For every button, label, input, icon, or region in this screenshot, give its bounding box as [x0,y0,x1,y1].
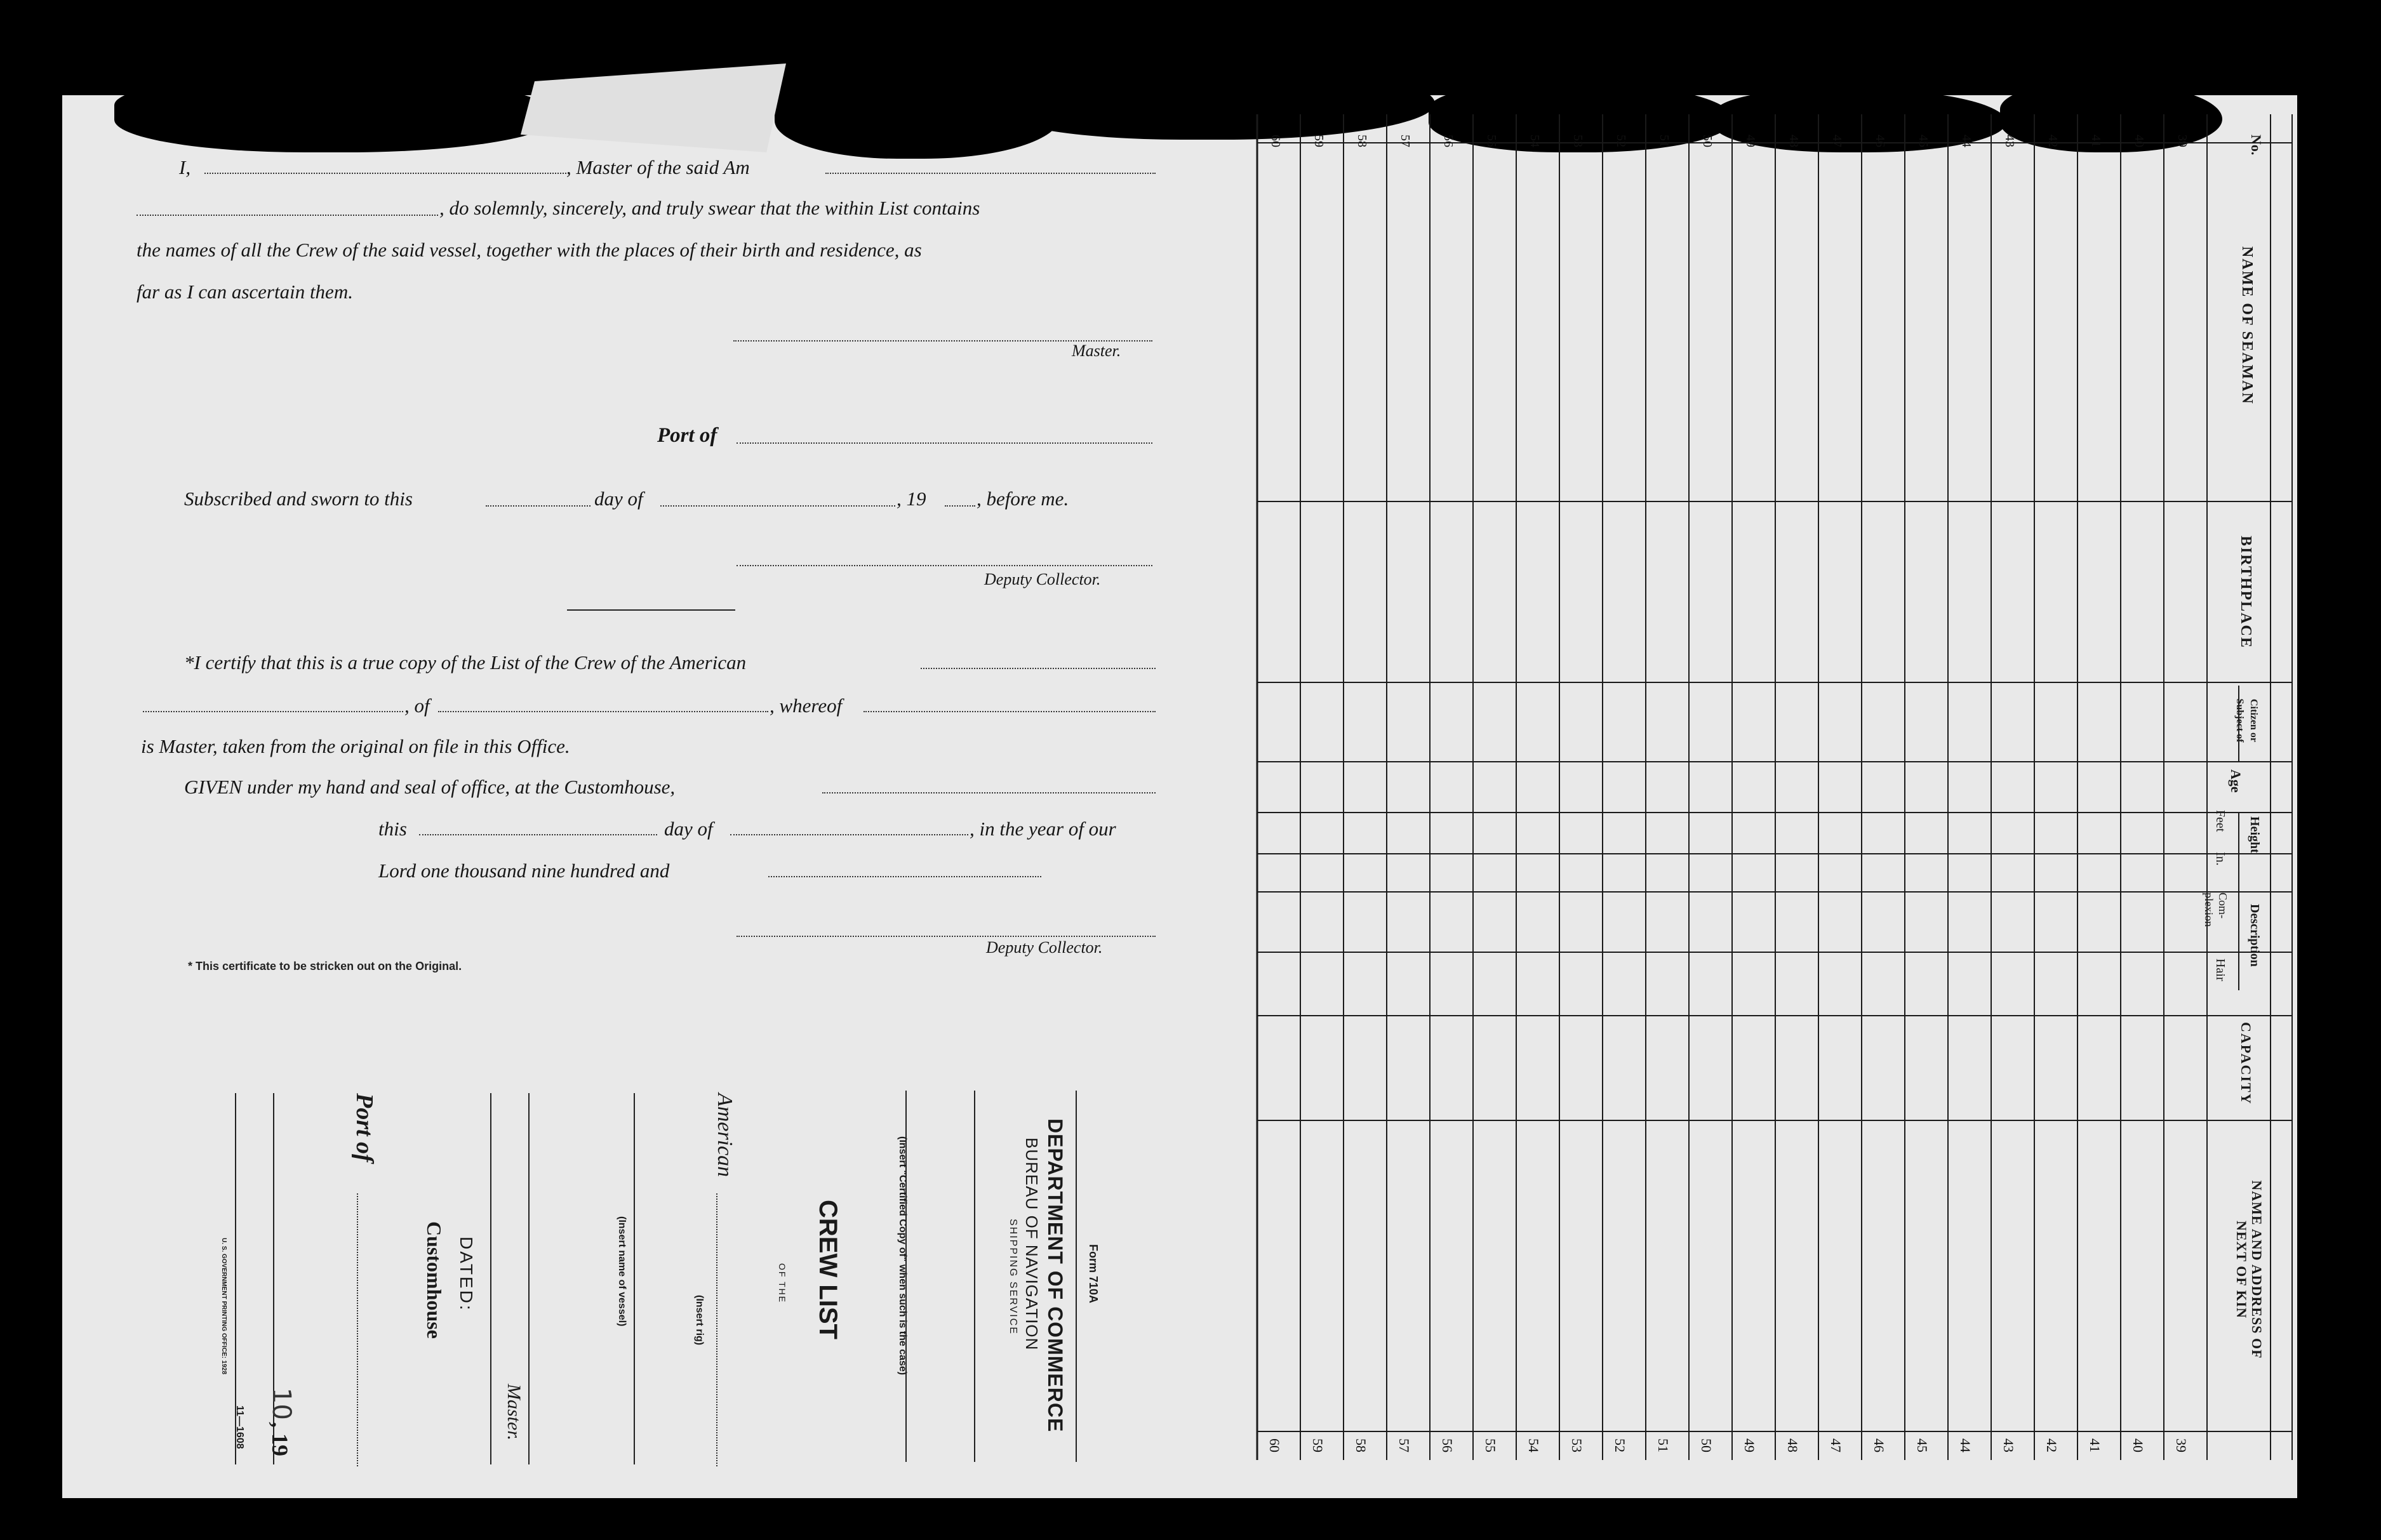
american-label: American [713,1093,737,1178]
row-number: 44 [1957,1438,1973,1452]
header-citizen: Citizen or Subject of [2234,698,2259,743]
header-capacity: CAPACITY [2238,1022,2254,1105]
customhouse-label: Customhouse [423,1221,446,1339]
oath-line4: far as I can ascertain them. [137,281,353,303]
row-number: 39 [2175,135,2189,147]
row-number: 48 [1785,1438,1801,1452]
row-number: 59 [1310,1438,1326,1452]
row-number: 55 [1483,1438,1498,1452]
row-number: 55 [1484,135,1498,147]
oath-i: I, [179,156,191,178]
row-number: 48 [1787,135,1801,147]
deputy-collector-label: Deputy Collector. [984,570,1101,588]
service-title: SHIPPING SERVICE [1008,1219,1018,1335]
row-number: 51 [1655,1438,1671,1452]
row-number: 44 [1959,135,1973,147]
row-number: 49 [1742,1438,1757,1452]
row-number: 51 [1657,135,1671,147]
port-of-label: Port of [657,424,717,447]
row-number: 39 [2173,1438,2189,1452]
day-of-label: day of [594,488,643,510]
header-inches: In. [2213,852,2227,866]
row-number: 40 [2130,1438,2146,1452]
row-number: 45 [1916,135,1930,147]
row-number: 42 [2046,135,2060,147]
row-number: 46 [1873,135,1887,147]
insert-vessel-note: (Insert name of vessel) [617,1216,627,1327]
row-number: 45 [1914,1438,1930,1452]
header-description: Description [2248,904,2262,967]
dated-label: DATED: [457,1237,476,1312]
header-height: Height [2248,816,2262,853]
row-number: 57 [1396,1438,1412,1452]
row-number: 40 [2132,135,2146,147]
header-complexion: Com-plexion [2203,893,2229,927]
header-feet: Feet [2213,810,2227,832]
master-label: Master. [1072,342,1121,360]
printing-office-note: U. S. GOVERNMENT PRINTING OFFICE: 1928 [220,1238,227,1375]
certificate-lord: Lord one thousand nine hundred and [378,860,670,882]
certificate-line1: *I certify that this is a true copy of the List of the Crew of the American [184,651,747,674]
cover-port-of: Port of [351,1093,378,1162]
row-number: 49 [1744,135,1757,147]
insert-cert-note: (Insert "Certified Copy of" when such is the case) [897,1136,908,1376]
row-number: 41 [2087,1438,2103,1452]
row-number: 58 [1353,1438,1369,1452]
header-birthplace: BIRTHPLACE [2238,536,2254,649]
deputy-collector-label: Deputy Collector. [986,938,1103,957]
row-number: 43 [2001,1438,2017,1452]
certificate-year-of-our: , in the year of our [970,818,1116,840]
handwritten-number: 10 [267,1388,296,1420]
department-title: DEPARTMENT OF COMMERCE [1044,1118,1067,1433]
certificate-of: , of [404,694,430,717]
form-code: 11—1608 [234,1405,245,1449]
row-number: 60 [1269,135,1283,147]
row-number: 56 [1439,1438,1455,1452]
certificate-whereof: , whereof [770,694,843,717]
header-hair: Hair [2213,959,2227,981]
year-label: , 19 [897,488,926,510]
row-number: 58 [1355,135,1369,147]
subscribed-label: Subscribed and sworn to this [184,488,413,510]
header-name-of-seaman: NAME OF SEAMAN [2239,246,2255,405]
master-label-cover: Master. [504,1384,524,1441]
row-number: 54 [1526,1438,1542,1452]
row-number: 60 [1267,1438,1283,1452]
row-number: 43 [2003,135,2017,147]
header-no: No. [2248,135,2264,156]
oath-line3: the names of all the Crew of the said vessel, together with the places of their birth and residence, as [137,239,922,261]
row-number: 54 [1528,135,1542,147]
certificate-footnote: * This certificate to be stricken out on the Original. [188,960,462,972]
certificate-given: GIVEN under my hand and seal of office, at the Customhouse, [184,776,676,798]
row-number: 50 [1700,135,1714,147]
header-age: Age [2228,769,2244,793]
certificate-this: this [378,818,407,840]
oath-line1: , Master of the said Am [566,156,750,178]
row-number: 53 [1569,1438,1585,1452]
oath-line2: , do solemnly, sincerely, and truly swear that the within List contains [439,197,980,219]
row-number: 52 [1612,1438,1628,1452]
row-number: 47 [1830,135,1844,147]
row-number: 57 [1398,135,1412,147]
certificate-day-of: day of [664,818,713,840]
row-number: 41 [2089,135,2103,147]
row-number: 59 [1312,135,1326,147]
cover-year: , 19 [267,1422,293,1456]
before-me-label: , before me. [977,488,1069,510]
bureau-title: BUREAU OF NAVIGATION [1022,1138,1041,1351]
row-number: 53 [1571,135,1585,147]
row-number: 52 [1614,135,1628,147]
certificate-line3: is Master, taken from the original on file in this Office. [141,735,570,757]
row-number: 46 [1871,1438,1887,1452]
header-next-of-kin: NAME AND ADDRESS OF NEXT OF KIN [2234,1180,2265,1359]
row-number: 56 [1441,135,1455,147]
row-number: 42 [2044,1438,2060,1452]
row-number: 50 [1698,1438,1714,1452]
form-number: Form 710A [1087,1244,1100,1304]
of-the-label: OF THE [777,1263,787,1304]
row-number: 47 [1828,1438,1844,1452]
crew-list-title: CREW LIST [814,1200,842,1339]
insert-rig-note: (Insert rig) [694,1295,705,1346]
